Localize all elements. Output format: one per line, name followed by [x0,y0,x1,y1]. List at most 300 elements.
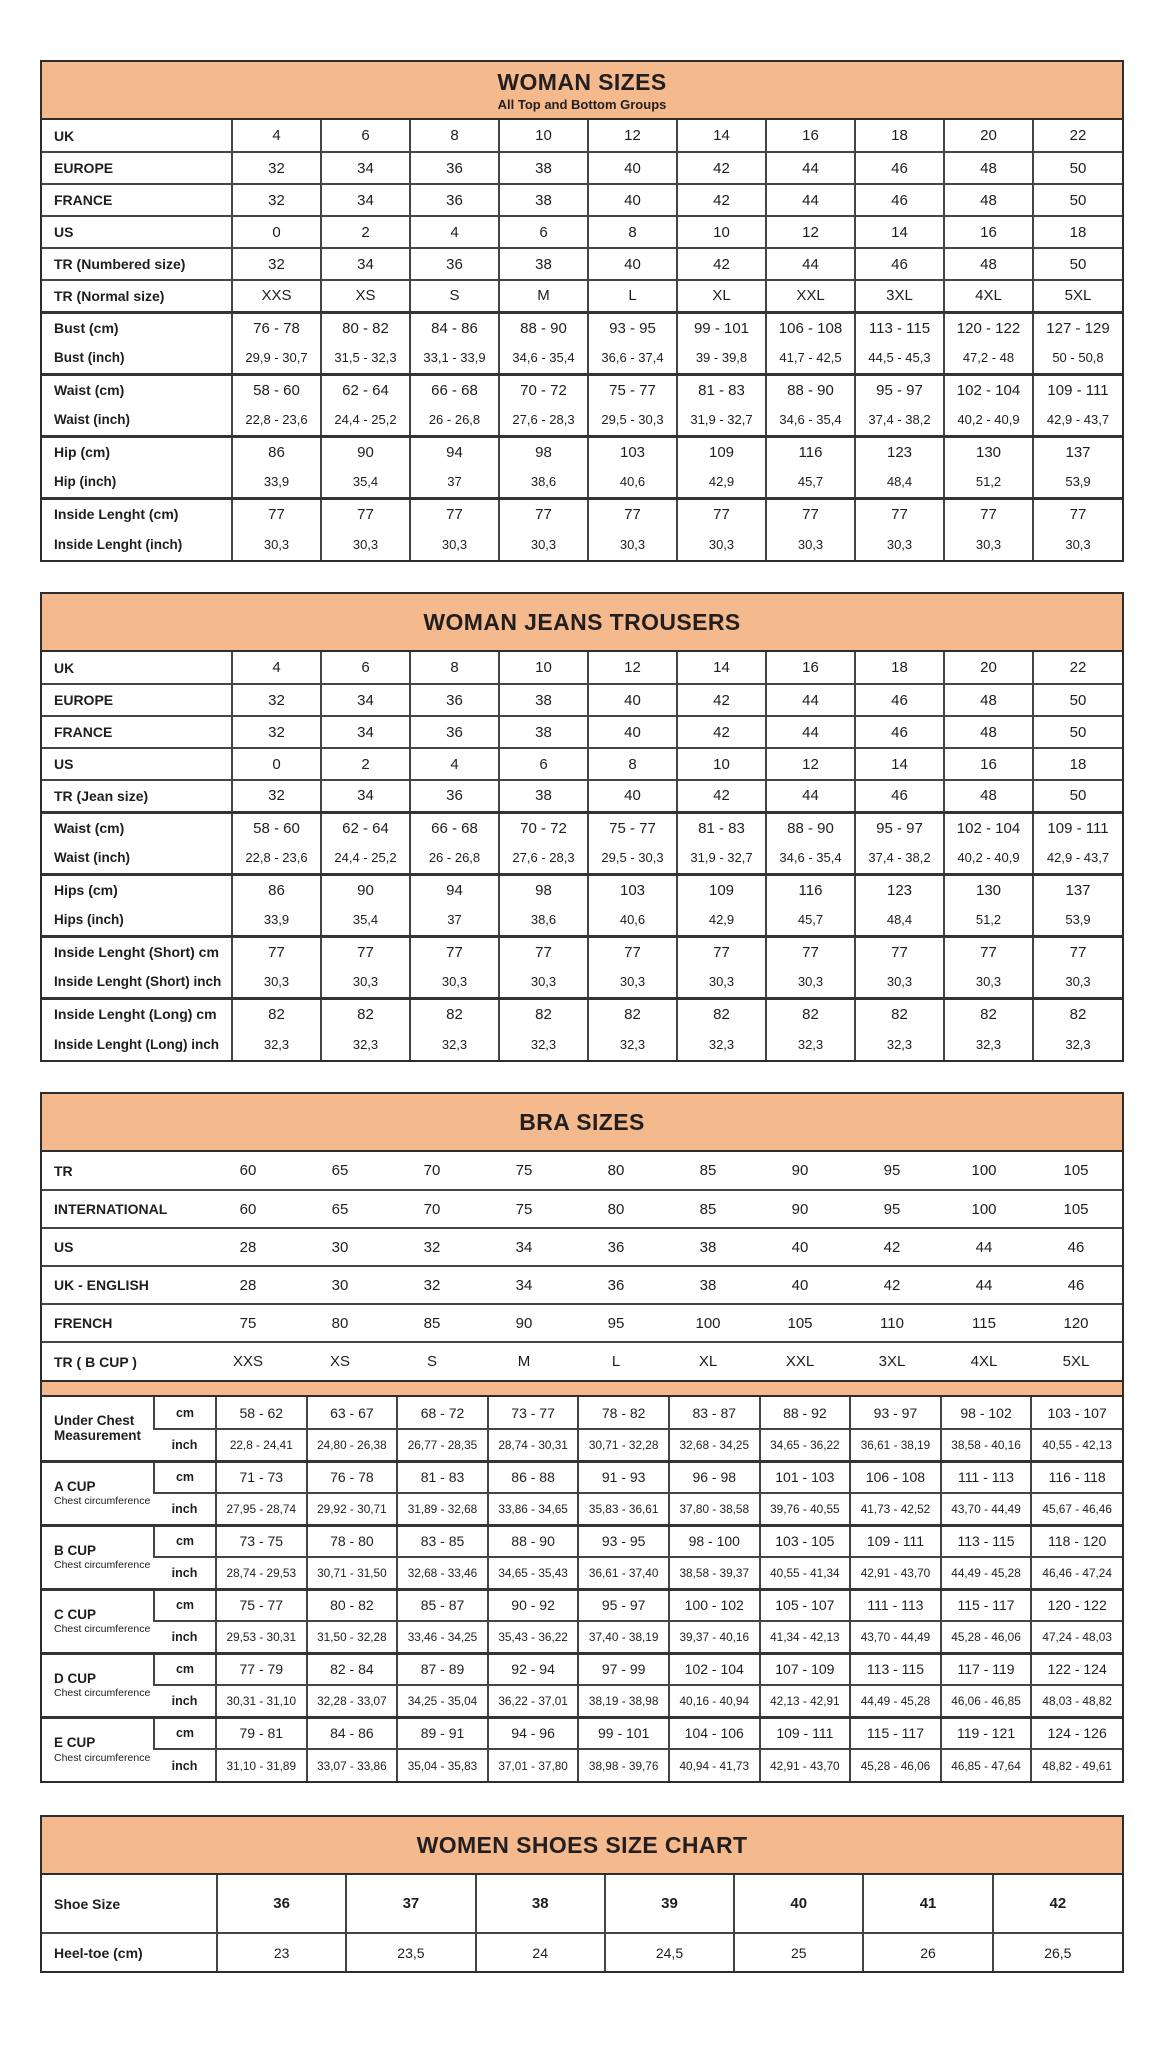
value-cell: 82 [499,998,588,1029]
value-cell: 98 - 102 [941,1397,1032,1429]
value-cell: 42 [993,1875,1122,1933]
value-cell: 35,04 - 35,83 [397,1749,488,1781]
value-cell: 62 - 64 [321,374,410,405]
value-cell: 30,3 [410,529,499,560]
value-cell: 42,91 - 43,70 [760,1749,851,1781]
row-group-sublabel-text: Chest circumference [54,1623,151,1636]
value-cell: 77 [232,936,321,967]
value-cell: 40 [588,780,677,812]
value-cell: 50 [1033,716,1122,748]
value-cell: 86 [232,436,321,467]
value-cell: 41,7 - 42,5 [766,343,855,374]
value-cell: 42,91 - 43,70 [850,1557,941,1589]
value-cell: 81 - 83 [677,374,766,405]
value-cell: 38 [499,248,588,280]
value-cell: 44 [766,152,855,184]
value-cell: 113 - 115 [941,1525,1032,1557]
value-cell: 77 [321,498,410,529]
value-cell: 42 [883,1276,901,1294]
table-title: WOMAN SIZES [497,68,667,95]
value-cell: 76 - 78 [307,1461,398,1493]
value-cell: 51,2 [944,467,1033,498]
value-cell: 38,6 [499,467,588,498]
row-group-label [42,1397,154,1461]
value-cell: 80 - 82 [321,312,410,343]
value-cell: 46 [855,184,944,216]
value-cell: 12 [588,652,677,684]
value-cell: 82 [321,998,410,1029]
value-cell: 48 [944,716,1033,748]
value-cell: 24,5 [605,1933,734,1971]
value-cell: 48,4 [855,467,944,498]
value-cell: 8 [410,652,499,684]
value-cell: 94 [410,874,499,905]
value-cell: 94 [410,436,499,467]
value-cell: 36,61 - 37,40 [578,1557,669,1589]
value-cell: 29,5 - 30,3 [588,405,677,436]
value-cell: 30,3 [766,529,855,560]
value-cell: 44,49 - 45,28 [850,1685,941,1717]
row-label: Waist (cm) [54,820,125,837]
value-cell: 32,28 - 33,07 [307,1685,398,1717]
row-label: Hip (inch) [54,474,117,490]
value-cell: 0 [232,216,321,248]
value-cell: 82 [677,998,766,1029]
value-cell: 22,8 - 24,41 [216,1429,307,1461]
value-cell: 46 [855,248,944,280]
row-label: Hips (inch) [54,912,124,928]
value-cell: 50 - 50,8 [1033,343,1122,374]
value-cell: 63 - 67 [307,1397,398,1429]
row-label: Inside Lenght (Long) cm [54,1006,217,1023]
value-cell: 44,49 - 45,28 [941,1557,1032,1589]
value-cell: 29,92 - 30,71 [307,1493,398,1525]
value-cell: 105 [1063,1162,1089,1179]
row-label: Bust (cm) [54,320,119,337]
value-cell: 30,3 [944,967,1033,998]
value-cell: 10 [499,652,588,684]
row-group-label-text: E CUP [54,1735,96,1751]
value-cell: 35,4 [321,467,410,498]
value-cell: 45,28 - 46,06 [941,1621,1032,1653]
value-cell: 32 [423,1276,441,1294]
value-cell: 24,4 - 25,2 [321,843,410,874]
value-cell: 116 - 118 [1031,1461,1122,1493]
value-cell: 58 - 62 [216,1397,307,1429]
value-cell: 76 - 78 [232,312,321,343]
value-cell: 37,4 - 38,2 [855,405,944,436]
value-cell: 40 [734,1875,863,1933]
value-cell: 130 [944,874,1033,905]
value-cell: XS [329,1353,350,1370]
value-cell: 84 - 86 [410,312,499,343]
value-cell: 48,82 - 49,61 [1031,1749,1122,1781]
value-cell: 38 [476,1875,605,1933]
value-cell: 32 [232,184,321,216]
value-cell: 119 - 121 [941,1717,1032,1749]
row-group-label-text: A CUP [54,1478,96,1494]
value-cell: 20 [944,120,1033,152]
value-cell: 95 - 97 [855,812,944,843]
value-cell: 45,7 [766,905,855,936]
value-cell: 34,25 - 35,04 [397,1685,488,1717]
value-cell: 96 - 98 [669,1461,760,1493]
row-label: Inside Lenght (inch) [54,537,183,552]
value-cell: 37,01 - 37,80 [488,1749,579,1781]
value-cell: 90 - 92 [488,1589,579,1621]
value-cell: 28 [239,1238,257,1256]
value-cell: 16 [944,216,1033,248]
value-cell: 82 [944,998,1033,1029]
value-cell: 77 [1033,498,1122,529]
value-cell: 32 [232,780,321,812]
value-cell: 18 [855,120,944,152]
value-cell: 44 [766,184,855,216]
value-cell: 82 [232,998,321,1029]
row-label: Hips (cm) [54,882,118,899]
row-label: TR ( B CUP ) [54,1353,137,1370]
value-cell: 84 - 86 [307,1717,398,1749]
value-cell: 4 [232,652,321,684]
value-cell: M [499,280,588,312]
value-cell: 12 [766,748,855,780]
value-cell: 26 - 26,8 [410,405,499,436]
value-cell: 30,71 - 32,28 [578,1429,669,1461]
value-cell: 38 [499,780,588,812]
value-cell: 6 [499,216,588,248]
value-cell: 34,65 - 36,22 [760,1429,851,1461]
value-cell: 34 [321,152,410,184]
value-cell: 86 [232,874,321,905]
value-cell: 48 [944,184,1033,216]
value-cell: 44 [766,780,855,812]
value-cell: 36 [410,248,499,280]
value-cell: 4 [410,216,499,248]
value-cell: 36,61 - 38,19 [850,1429,941,1461]
row-label: TR (Jean size) [54,787,149,804]
value-cell: 30,3 [321,529,410,560]
value-cell: 38,58 - 40,16 [941,1429,1032,1461]
value-cell: 38 [499,716,588,748]
value-cell: 40,6 [588,905,677,936]
value-cell: 48 [944,152,1033,184]
value-cell: 38 [499,152,588,184]
value-cell: 45,67 - 46,46 [1031,1493,1122,1525]
value-cell: 70 - 72 [499,374,588,405]
value-cell: 37,40 - 38,19 [578,1621,669,1653]
value-cell: 109 - 111 [850,1525,941,1557]
value-cell: 82 [588,998,677,1029]
value-cell: 98 - 100 [669,1525,760,1557]
value-cell: 83 - 85 [397,1525,488,1557]
value-cell: 105 - 107 [760,1589,851,1621]
value-cell: 32,3 [677,1029,766,1060]
value-cell: 77 [499,498,588,529]
value-cell: 137 [1033,436,1122,467]
row-label: Bust (inch) [54,350,125,366]
value-cell: 5XL [1062,1353,1090,1370]
row-label: Waist (inch) [54,412,130,428]
unit-label: inch [154,1493,216,1525]
value-cell: 34,6 - 35,4 [499,343,588,374]
value-cell: 95 [883,1200,901,1218]
value-cell: 66 - 68 [410,812,499,843]
value-cell: 102 - 104 [944,812,1033,843]
value-cell: 39 - 39,8 [677,343,766,374]
value-cell: 48 [944,684,1033,716]
row-group-sublabel-text: Chest circumference [54,1752,151,1764]
value-cell: 32,3 [944,1029,1033,1060]
value-cell: 42 [677,152,766,184]
table-subtitle: All Top and Bottom Groups [497,96,667,112]
woman-jeans-trousers-title-band [42,594,1122,652]
value-cell: 82 [1033,998,1122,1029]
value-cell: 107 - 109 [760,1653,851,1685]
bra-sizes-divider-band [42,1380,1122,1397]
value-cell: 90 [791,1162,809,1179]
value-cell: 40,94 - 41,73 [669,1749,760,1781]
value-cell: 120 [1063,1314,1089,1332]
value-cell: 18 [1033,748,1122,780]
value-cell: 79 - 81 [216,1717,307,1749]
value-cell: 77 [588,936,677,967]
value-cell: 12 [588,120,677,152]
row-group-label-text: D CUP [54,1670,97,1686]
value-cell: 6 [321,120,410,152]
value-cell: 95 [607,1314,625,1332]
value-cell: 23,5 [346,1933,475,1971]
value-cell: 111 - 113 [941,1461,1032,1493]
value-cell: 29,9 - 30,7 [232,343,321,374]
value-cell: 34 [321,248,410,280]
value-cell: 30,3 [677,529,766,560]
value-cell: 40 [791,1276,809,1294]
value-cell: 42 [677,684,766,716]
value-cell: 103 - 105 [760,1525,851,1557]
value-cell: 122 - 124 [1031,1653,1122,1685]
row-label: UK - ENGLISH [54,1277,149,1293]
value-cell: 38,6 [499,905,588,936]
value-cell: 18 [1033,216,1122,248]
value-cell: 40,16 - 40,94 [669,1685,760,1717]
value-cell: 71 - 73 [216,1461,307,1493]
value-cell: 34,6 - 35,4 [766,405,855,436]
value-cell: 24,4 - 25,2 [321,405,410,436]
value-cell: 24 [476,1933,605,1971]
value-cell: 3XL [878,1353,906,1370]
value-cell: 40,55 - 41,34 [760,1557,851,1589]
value-cell: 37,80 - 38,58 [669,1493,760,1525]
value-cell: 29,53 - 30,31 [216,1621,307,1653]
value-cell: 65 [331,1200,349,1218]
value-cell: 20 [944,652,1033,684]
value-cell: 88 - 90 [766,374,855,405]
value-cell: 42 [677,184,766,216]
woman-jeans-trousers-grid-0 [42,652,1122,1060]
value-cell: 123 [855,436,944,467]
value-cell: 123 [855,874,944,905]
value-cell: 40,2 - 40,9 [944,405,1033,436]
value-cell: 27,6 - 28,3 [499,843,588,874]
row-label: Waist (inch) [54,850,130,866]
value-cell: 31,89 - 32,68 [397,1493,488,1525]
value-cell: 80 [607,1200,625,1218]
value-cell: 36 [217,1875,346,1933]
value-cell: 30,3 [232,967,321,998]
row-group-label [42,1717,154,1781]
value-cell: 85 [699,1162,717,1179]
value-cell: 73 - 75 [216,1525,307,1557]
value-cell: 6 [499,748,588,780]
value-cell: 32 [232,684,321,716]
unit-label: inch [154,1621,216,1653]
value-cell: 103 [588,874,677,905]
value-cell: 32,3 [855,1029,944,1060]
value-cell: 77 [677,498,766,529]
value-cell: 95 - 97 [855,374,944,405]
value-cell: 24,80 - 26,38 [307,1429,398,1461]
value-cell: 85 - 87 [397,1589,488,1621]
row-label: UK [54,659,75,676]
value-cell: 32,3 [232,1029,321,1060]
unit-label: cm [154,1461,216,1493]
value-cell: 124 - 126 [1031,1717,1122,1749]
value-cell: 78 - 80 [307,1525,398,1557]
value-cell: 109 - 111 [760,1717,851,1749]
value-cell: 77 - 79 [216,1653,307,1685]
value-cell: 70 [423,1162,441,1179]
value-cell: 88 - 90 [488,1525,579,1557]
value-cell: 4 [410,748,499,780]
value-cell: 46 [1067,1276,1085,1294]
value-cell: 88 - 92 [760,1397,851,1429]
value-cell: 51,2 [944,905,1033,936]
value-cell: 75 [515,1162,533,1179]
value-cell: 6 [321,652,410,684]
value-cell: 42 [677,248,766,280]
value-cell: 32,68 - 33,46 [397,1557,488,1589]
value-cell: S [426,1353,437,1370]
value-cell: 77 [766,498,855,529]
value-cell: 36 [410,716,499,748]
woman-jeans-trousers-body [42,652,1122,1060]
value-cell: 77 [321,936,410,967]
value-cell: 42,13 - 42,91 [760,1685,851,1717]
value-cell: 35,83 - 36,61 [578,1493,669,1525]
value-cell: 34 [515,1276,533,1294]
value-cell: XL [677,280,766,312]
row-label: FRANCE [54,192,113,208]
value-cell: 32,3 [321,1029,410,1060]
unit-label: inch [154,1429,216,1461]
value-cell: 82 [410,998,499,1029]
value-cell: 35,4 [321,905,410,936]
value-cell: 65 [331,1162,349,1179]
value-cell: 46 [1067,1238,1085,1256]
value-cell: 25 [734,1933,863,1971]
value-cell: 95 [883,1162,901,1179]
value-cell: 44 [975,1276,993,1294]
value-cell: 120 - 122 [944,312,1033,343]
value-cell: 90 [791,1200,809,1218]
value-cell: 0 [232,748,321,780]
value-cell: 99 - 101 [578,1717,669,1749]
woman-sizes-table [40,60,1124,562]
value-cell: 46 [855,152,944,184]
value-cell: 53,9 [1033,905,1122,936]
value-cell: 48 [944,248,1033,280]
value-cell: 32,68 - 34,25 [669,1429,760,1461]
value-cell: 113 - 115 [850,1653,941,1685]
value-cell: 92 - 94 [488,1653,579,1685]
value-cell: 60 [239,1162,257,1179]
value-cell: 34,6 - 35,4 [766,843,855,874]
value-cell: S [410,280,499,312]
value-cell: 115 [972,1314,996,1332]
value-cell: 68 - 72 [397,1397,488,1429]
value-cell: 28 [239,1276,257,1294]
value-cell: 90 [321,874,410,905]
value-cell: 40 [588,184,677,216]
value-cell: 32 [232,152,321,184]
value-cell: 14 [677,120,766,152]
value-cell: 30,3 [855,529,944,560]
value-cell: 40,55 - 42,13 [1031,1429,1122,1461]
value-cell: 88 - 90 [766,812,855,843]
row-label: Inside Lenght (Short) inch [54,974,222,990]
value-cell: 53,9 [1033,467,1122,498]
value-cell: 103 [588,436,677,467]
value-cell: 30,3 [855,967,944,998]
value-cell: 36 [410,184,499,216]
value-cell: 8 [588,216,677,248]
row-label: Inside Lenght (Long) inch [54,1037,219,1052]
value-cell: 35,43 - 36,22 [488,1621,579,1653]
value-cell: 43,70 - 44,49 [850,1621,941,1653]
value-cell: 42,9 - 43,7 [1033,405,1122,436]
row-group-label-text: Under Chest Measurement [54,1412,142,1444]
value-cell: 47,24 - 48,03 [1031,1621,1122,1653]
unit-label: cm [154,1525,216,1557]
value-cell: 44 [975,1238,993,1256]
value-cell: 81 - 83 [677,812,766,843]
value-cell: 16 [944,748,1033,780]
value-cell: 85 [423,1314,441,1332]
value-cell: 16 [766,120,855,152]
value-cell: 95 - 97 [578,1589,669,1621]
value-cell: 32,3 [1033,1029,1122,1060]
value-cell: 110 [880,1314,904,1332]
value-cell: 109 - 111 [1033,374,1122,405]
value-cell: L [611,1353,621,1370]
value-cell: 22 [1033,652,1122,684]
value-cell: 34 [321,780,410,812]
value-cell: 97 - 99 [578,1653,669,1685]
value-cell: 42,9 - 43,7 [1033,843,1122,874]
row-label: INTERNATIONAL [54,1201,168,1217]
unit-label: cm [154,1717,216,1749]
value-cell: 40 [791,1238,809,1256]
value-cell: 77 [410,498,499,529]
value-cell: 87 - 89 [397,1653,488,1685]
value-cell: 130 [944,436,1033,467]
value-cell: 109 [677,436,766,467]
value-cell: 89 - 91 [397,1717,488,1749]
women-shoes-title-band [42,1817,1122,1875]
value-cell: 30,31 - 31,10 [216,1685,307,1717]
value-cell: 38,98 - 39,76 [578,1749,669,1781]
value-cell: 50 [1033,248,1122,280]
